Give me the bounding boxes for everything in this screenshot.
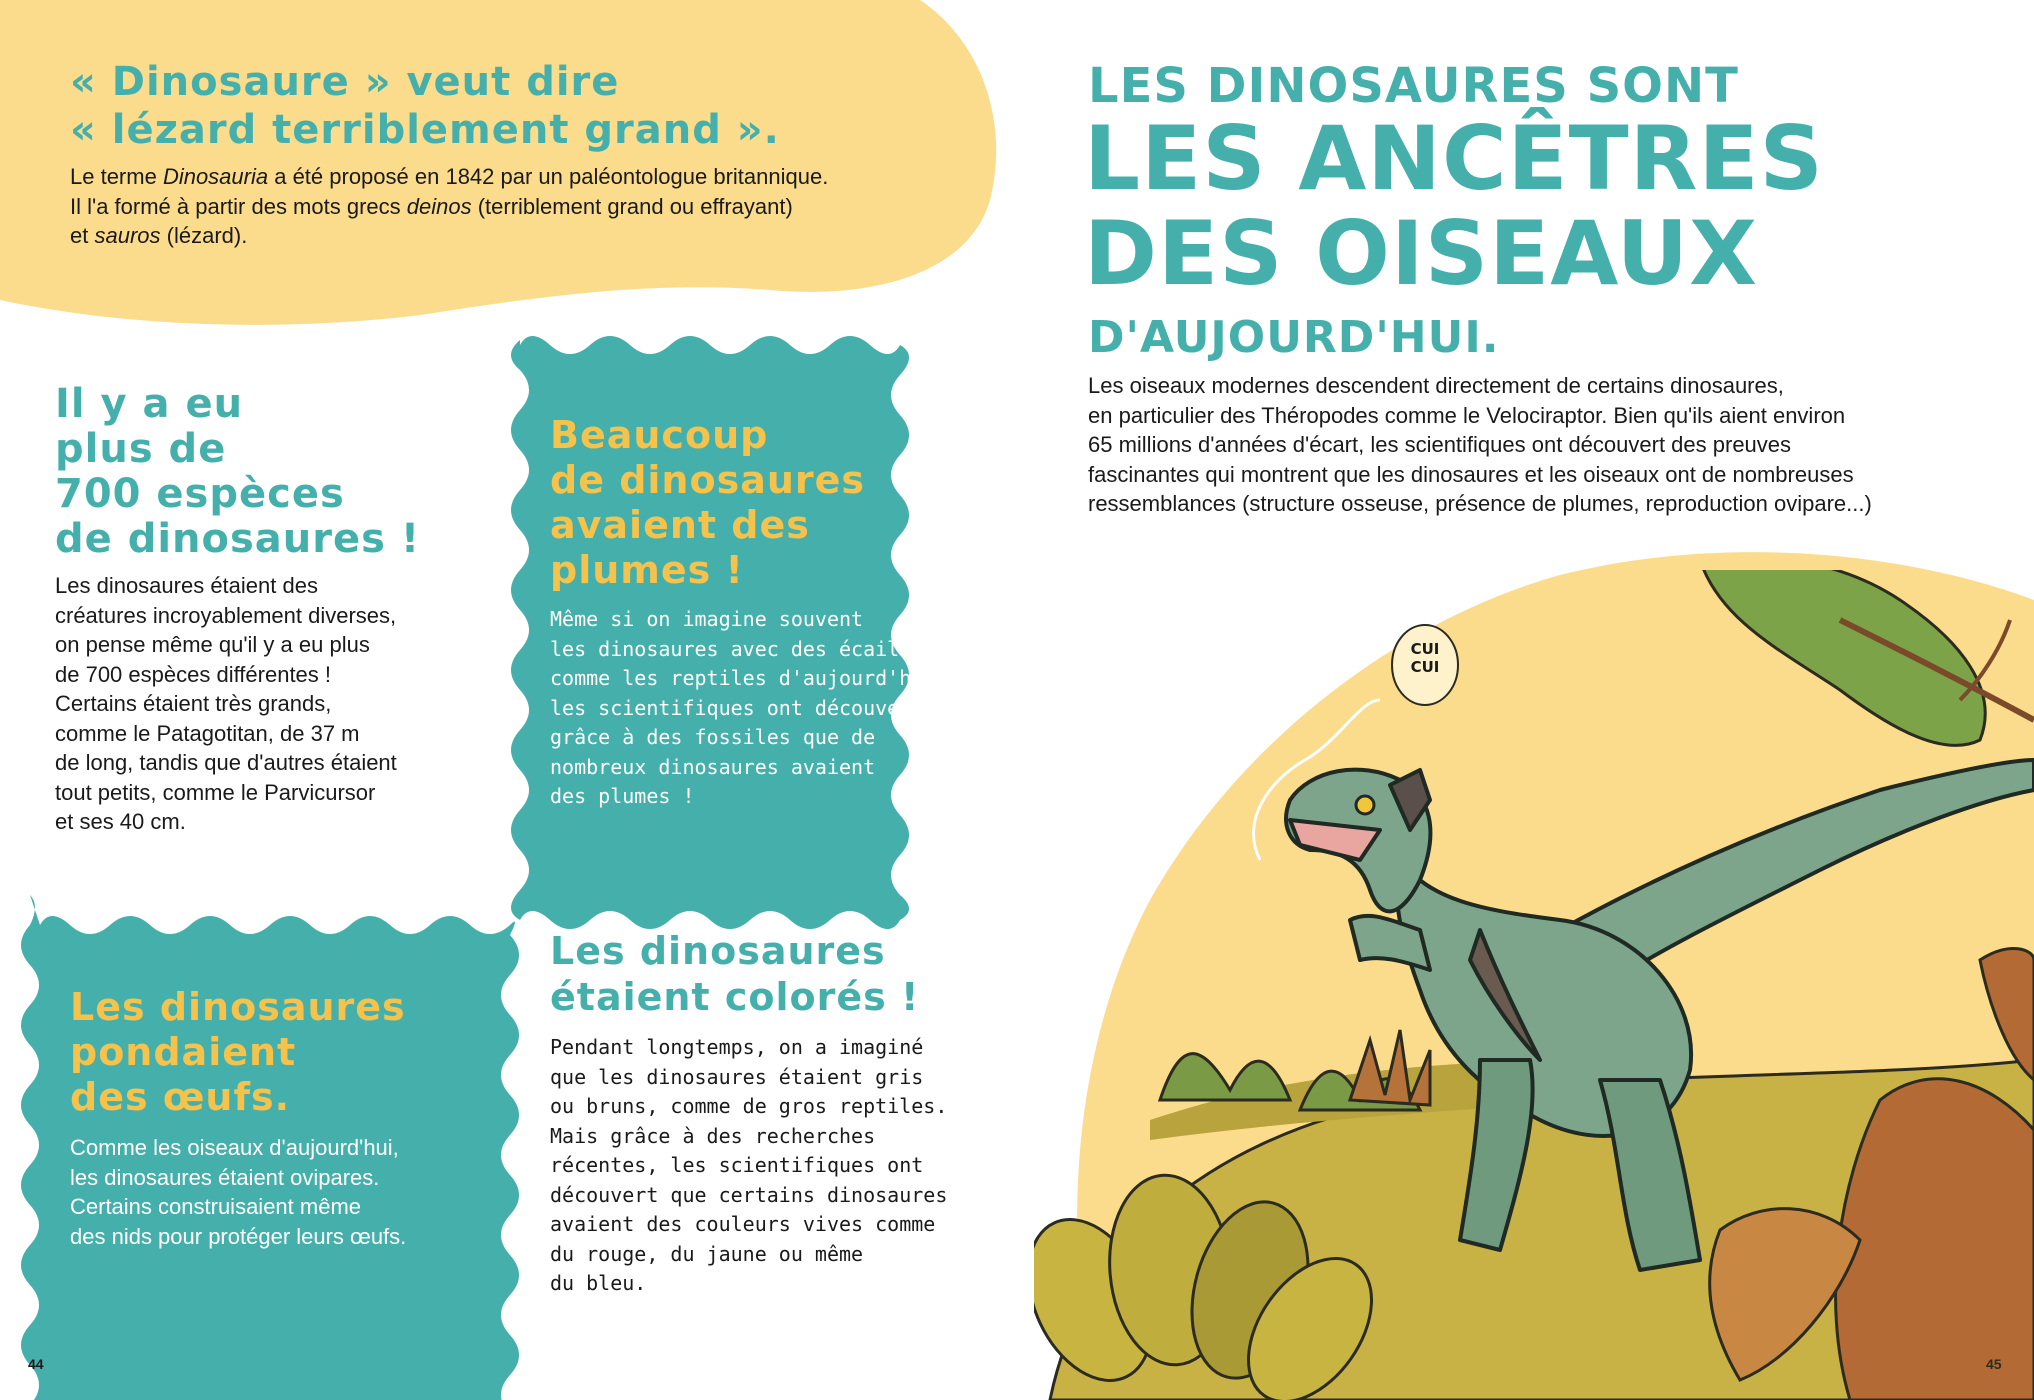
species-text-line: créatures incroyablement diverses, — [55, 602, 397, 628]
feathers-title — [550, 413, 865, 593]
colors-text-line: du rouge, du jaune ou même — [550, 1241, 864, 1266]
feathers-text-line: les dinosaures avec des écailles — [550, 636, 936, 661]
feathers-title-line: de dinosaures — [550, 458, 866, 502]
colors-title-line: étaient colorés ! — [550, 975, 920, 1019]
feathers-text-line: grâce à des fossiles que de — [550, 725, 876, 749]
species-title-line: 700 espèces — [55, 471, 345, 517]
colors-text-line: avaient des couleurs vives comme — [550, 1212, 936, 1236]
feathers-title-line: avaient des — [550, 503, 810, 547]
speech-bubble-line: CUI — [1410, 640, 1440, 658]
colors-text-line: récentes, les scientifiques ont — [550, 1153, 924, 1177]
eggs-title — [70, 985, 406, 1120]
species-text — [55, 571, 397, 837]
species-title — [55, 382, 420, 562]
page-number-right: 45 — [1986, 1356, 2002, 1372]
species-text-line: de long, tandis que d'autres étaient — [55, 750, 397, 775]
feathers-text-line: nombreux dinosaures avaient — [550, 754, 876, 779]
eggs-text-line: des nids pour protéger leurs œufs. — [70, 1223, 407, 1249]
intro-text-fragment: Le terme — [70, 164, 163, 189]
speech-bubble-text — [1402, 640, 1448, 676]
intro-italic-term: Dinosauria — [162, 164, 269, 189]
colors-text-line: ou bruns, comme de gros reptiles. — [550, 1094, 948, 1118]
headline-line-3: DES OISEAUX — [1084, 202, 1758, 305]
species-text-line: de 700 espèces différentes ! — [55, 661, 332, 687]
intro-italic-term: deinos — [406, 193, 472, 219]
speech-bubble-line: CUI — [1410, 658, 1440, 676]
intro-text-fragment: (lézard). — [160, 223, 248, 248]
feathers-title-line: Beaucoup — [550, 413, 769, 457]
species-title-line: Il y a eu — [55, 381, 244, 427]
eggs-title-line: pondaient — [70, 1030, 297, 1074]
eggs-text-line: Comme les oiseaux d'aujourd'hui, — [70, 1135, 399, 1160]
species-text-line: tout petits, comme le Parvicursor — [55, 779, 376, 805]
colors-text-line: du bleu. — [550, 1271, 647, 1295]
species-title-line: de dinosaures ! — [55, 516, 421, 562]
intro-italic-term: sauros — [94, 223, 161, 248]
species-text-line: et ses 40 cm. — [55, 809, 186, 834]
intro-text-fragment: (terriblement grand ou effrayant) — [471, 193, 793, 219]
velociraptor-illustration — [1034, 570, 2034, 1400]
headline-text-line: en particulier des Théropodes comme le Velociraptor. Bien qu'ils aient environ — [1088, 402, 1846, 428]
species-text-line: Les dinosaures étaient des — [55, 573, 318, 598]
feathers-text-line: des plumes ! — [550, 784, 695, 808]
colors-text-line: Mais grâce à des recherches — [550, 1123, 876, 1148]
species-title-line: plus de — [55, 426, 227, 472]
species-text-line: Certains étaient très grands, — [55, 691, 332, 716]
intro-text-fragment: et — [70, 223, 95, 248]
eggs-text-line: Certains construisaient même — [70, 1194, 362, 1219]
headline-text-line: ressemblances (structure osseuse, présence de plumes, reproduction ovipare...) — [1088, 491, 1872, 516]
intro-title-line: « lézard terriblement grand ». — [70, 107, 780, 153]
dino-eye — [1356, 796, 1374, 814]
intro-text-fragment: Il l'a formé à partir des mots grecs — [70, 193, 407, 219]
feathers-text-line: comme les reptiles d'aujourd'hui, — [550, 666, 948, 690]
colors-text-line: que les dinosaures étaient gris — [550, 1064, 924, 1089]
intro-text — [70, 162, 828, 251]
intro-text-line — [70, 221, 828, 251]
feathers-text-line: Même si on imagine souvent — [550, 607, 864, 631]
eggs-title-line: Les dinosaures — [70, 985, 406, 1029]
headline-text-line: fascinantes qui montrent que les dinosaures et les oiseaux ont de nombreuses — [1088, 461, 1854, 487]
colors-title-line: Les dinosaures — [550, 929, 886, 973]
colors-text-line: découvert que certains dinosaures — [550, 1182, 948, 1207]
feathers-text — [550, 605, 947, 812]
headline-body-text — [1088, 371, 1872, 519]
intro-text-line — [70, 162, 828, 192]
headline-text-line: 65 millions d'années d'écart, les scientifiques ont découvert des preuves — [1088, 432, 1792, 457]
headline-line-2: LES ANCÊTRES — [1084, 107, 1824, 210]
feathers-text-line: les scientifiques ont découvert — [550, 695, 924, 720]
intro-text-fragment: a été proposé en 1842 par un paléontologue britannique. — [268, 164, 829, 189]
eggs-text — [70, 1133, 406, 1251]
intro-text-line — [70, 192, 828, 222]
colors-text — [550, 1033, 947, 1299]
tree-branch — [1700, 570, 2034, 745]
colors-text-line: Pendant longtemps, on a imaginé — [550, 1035, 924, 1059]
headline-line-1: LES DINOSAURES SONT — [1088, 58, 1739, 114]
eggs-text-line: les dinosaures étaient ovipares. — [70, 1164, 380, 1190]
eggs-title-line: des œufs. — [70, 1075, 291, 1119]
species-text-line: comme le Patagotitan, de 37 m — [55, 720, 360, 746]
page-number-left: 44 — [28, 1356, 44, 1372]
headline-text-line: Les oiseaux modernes descendent directement de certains dinosaures, — [1088, 373, 1784, 398]
headline-line-4: D'AUJOURD'HUI. — [1088, 312, 1500, 363]
colors-title — [550, 928, 919, 1020]
intro-title-line: « Dinosaure » veut dire — [70, 59, 620, 105]
intro-title — [70, 58, 780, 154]
species-text-line: on pense même qu'il y a eu plus — [55, 632, 370, 657]
feathers-title-line: plumes ! — [550, 548, 744, 592]
